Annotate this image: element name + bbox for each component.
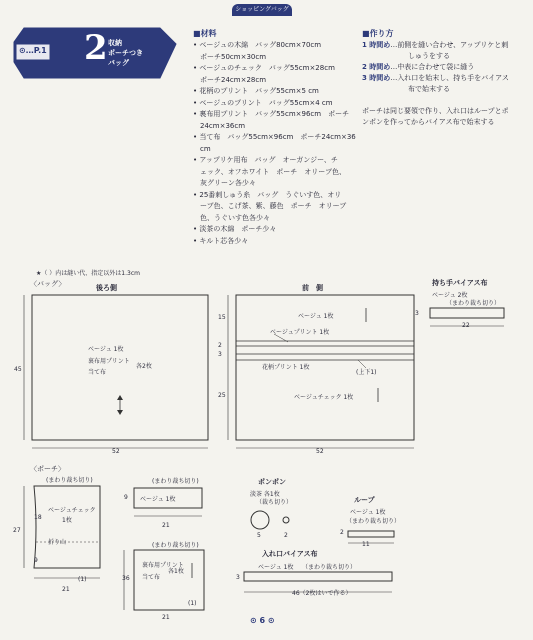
material-item: • 25番刺しゅう糸 バッグ うぐいす色、オリ <box>193 190 342 199</box>
pouch-main-dim-9: 9 <box>34 557 38 564</box>
pouch-small-dim-21: 21 <box>162 522 170 529</box>
front-label-4: (上下1) <box>356 369 377 376</box>
method-heading: ■作り方 <box>362 29 394 38</box>
material-item: • ベージュのプリント バッグ55cm×4 cm <box>193 98 333 107</box>
project-number: 2 <box>84 28 108 68</box>
front-label-1: ベージュ 1枚 <box>298 313 334 320</box>
material-item: • ベージュのチェック バッグ55cm×28cm <box>193 64 335 72</box>
pouch-main-top: (まわり裁ち切り) <box>46 477 93 484</box>
loop-dim-2: 2 <box>340 529 344 536</box>
method-note: ポーチは同じ要領で作り、入れ口はループとポ ンポンを作ってからバイアス布で始末する <box>362 107 509 126</box>
back-height: 45 <box>14 366 22 373</box>
handle-dim-22: 22 <box>462 322 470 329</box>
pouch-main-diagram <box>14 482 104 590</box>
pompon-title: ポンポン <box>258 478 286 486</box>
method-step-3: 3 時間め…入れ口を始末し、持ち手をバイアス 布で始末する <box>362 74 509 93</box>
front-label-3: 花柄プリント 1枚 <box>262 364 310 371</box>
lining-dim-36: 36 <box>122 575 130 582</box>
front-dim-25: 25 <box>218 392 226 399</box>
page-number: ⊙ 6 ⊙ <box>250 616 275 625</box>
opening-sub: ベージュ 1枚 <box>258 564 294 571</box>
bag-section-label: 〈バッグ〉 <box>30 280 66 288</box>
material-item: cm <box>193 144 211 153</box>
lining-dim-1: (1) <box>188 600 197 607</box>
loop-diagram <box>340 525 400 549</box>
materials-list <box>193 40 363 247</box>
loop-sub: ベージュ 1枚 <box>350 509 386 516</box>
material-item: • 花柄のプリント バッグ55cm×5 cm <box>193 87 319 95</box>
project-title-3: バッグ <box>108 59 129 67</box>
material-item: • ベージュの木綿 バッグ80cm×70cm <box>193 41 322 49</box>
pompon-dim-2: 2 <box>284 532 288 539</box>
back-label-1: ベージュ 1枚 <box>88 346 124 353</box>
material-item: ーブ色、こげ茶、紫、藤色 ポーチ オリーブ <box>193 202 347 210</box>
page-ref: ⊙…P.1 <box>19 46 47 55</box>
pompon-diagram <box>246 506 306 546</box>
pouch-main-dim-18: 18 <box>34 514 42 521</box>
front-title: 前 側 <box>302 284 323 292</box>
opening-sub2: （まわり裁ち切り） <box>302 564 357 571</box>
back-label-4: 各2枚 <box>136 363 152 370</box>
material-item: ポーチ24cm×28cm <box>193 75 267 84</box>
pompon-sub: 淡茶 各1枚 <box>250 491 280 498</box>
material-item: ェック、オフホワイト ポーチ オリーブ色、 <box>193 167 346 176</box>
opening-title: 入れ口バイアス布 <box>262 550 318 558</box>
method-step-2: 2 時間め…中表に合わせて袋に縫う <box>362 63 475 71</box>
front-dim-52: 52 <box>316 448 324 455</box>
front-dim-2: 2 <box>218 342 222 349</box>
handle-sub: ベージュ 2枚 <box>432 292 468 299</box>
lining-dim-21: 21 <box>162 614 170 621</box>
pouch-main-dim-27: 27 <box>13 527 21 534</box>
pouch-main-dim-21: 21 <box>62 586 70 593</box>
front-label-2: ベージュプリント 1枚 <box>270 329 330 336</box>
pouch-small-label: ベージュ 1枚 <box>140 496 176 503</box>
lining-top: (まわり裁ち切り) <box>152 542 199 549</box>
material-item: • 淡茶の木綿 ポーチ少々 <box>193 225 277 233</box>
material-item: 灰グリーン各少々 <box>193 179 256 187</box>
material-item: • 当て布 バッグ55cm×96cm ポーチ24cm×36 <box>193 133 356 141</box>
opening-dim-46: 46（2枚はいで作る） <box>292 590 352 597</box>
lining-label-1: 裏布用プリント <box>142 562 184 569</box>
pompon-sub2: （裁ち切り） <box>256 499 293 506</box>
lining-diagram <box>112 548 212 618</box>
front-label-5: ベージュチェック 1枚 <box>294 394 354 401</box>
back-title: 後ろ側 <box>96 284 117 292</box>
front-dim-15: 15 <box>218 314 226 321</box>
seam-note: ★（ ）内は縫い代、指定以外は1.3cm <box>36 270 140 277</box>
opening-dim-3: 3 <box>236 574 240 581</box>
loop-dim-11: 11 <box>362 541 370 548</box>
material-item: • キルト芯各少々 <box>193 236 249 245</box>
project-title-1: 収納 <box>108 39 122 47</box>
loop-title: ループ <box>354 496 375 504</box>
method-step-1: 1 時間め…前側を縫い合わせ、アップリケと刺 しゅうをする <box>362 41 509 60</box>
front-dim-3: 3 <box>218 351 222 358</box>
bag-back-diagram <box>10 290 210 460</box>
pouch-main-label-3: 折り山 <box>48 539 67 546</box>
pompon-dim-5: 5 <box>257 532 261 539</box>
pouch-small-dim-9: 9 <box>124 494 128 501</box>
lining-label-2: 当て布 <box>142 574 161 581</box>
lining-label-3: 各1枚 <box>168 568 184 575</box>
back-label-3: 当て布 <box>88 369 107 376</box>
pouch-main-dim-1: (1) <box>78 576 87 583</box>
material-item: 24cm×36cm <box>193 121 246 130</box>
material-item: ポーチ50cm×30cm <box>193 52 267 61</box>
material-item: 色、うぐいす色各少々 <box>193 213 270 222</box>
pouch-small-diagram <box>120 484 210 524</box>
loop-sub2: （まわり裁ち切り） <box>346 518 401 525</box>
back-width: 52 <box>112 448 120 455</box>
project-title-2: ポーチつき <box>108 49 143 57</box>
pouch-section-label: 〈ポーチ〉 <box>30 465 65 473</box>
section-tab: ショッピングバッグ <box>232 4 292 16</box>
handle-title: 持ち手バイアス布 <box>432 279 488 287</box>
pouch-main-label-2: 1枚 <box>62 517 72 524</box>
handle-sub2: （まわり裁ち切り） <box>446 300 501 307</box>
handle-diagram <box>420 304 510 334</box>
materials-heading: ■材料 <box>193 29 217 38</box>
material-item: • アップリケ用布 バッグ オーガンジー、チ <box>193 156 338 164</box>
material-item: • 裏布用プリント バッグ55cm×96cm ポーチ <box>193 110 350 118</box>
pouch-small-top: (まわり裁ち切り) <box>152 478 199 485</box>
pouch-main-label-1: ベージュチェック <box>48 507 96 514</box>
back-label-2: 裏布用プリント <box>88 358 130 365</box>
handle-dim-3: 3 <box>415 310 419 317</box>
